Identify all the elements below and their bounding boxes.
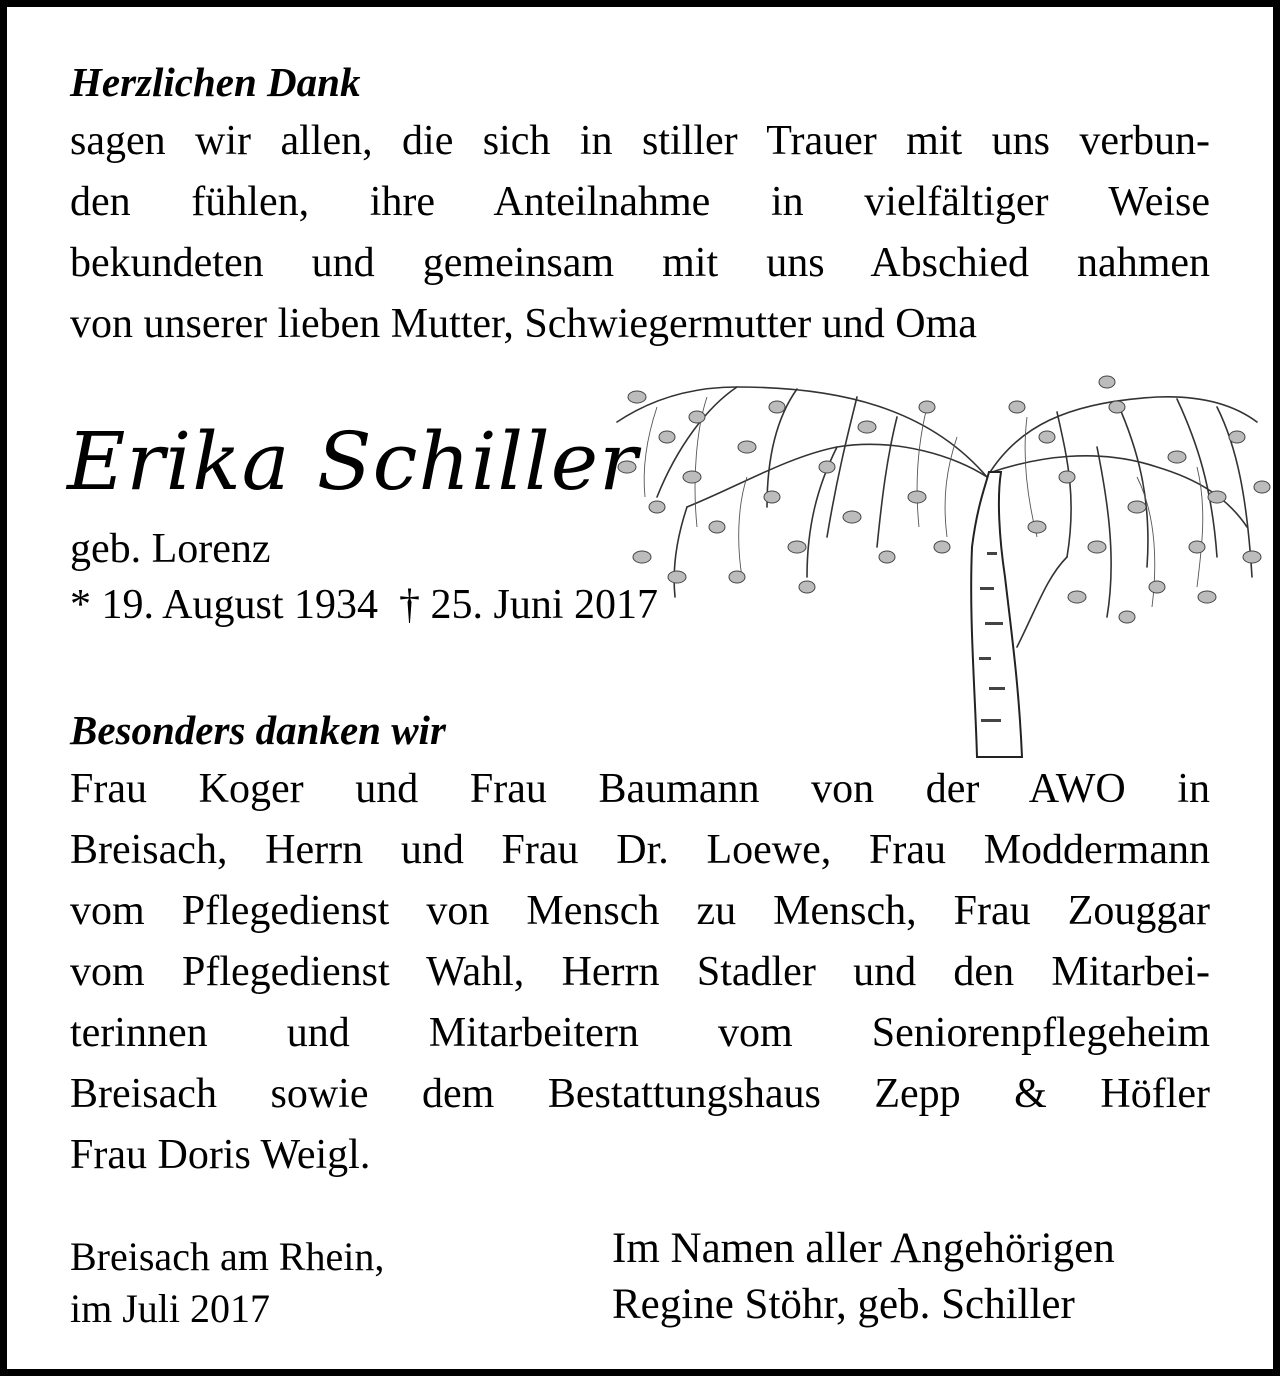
thanks-text [70, 759, 1210, 1186]
place-date [70, 1231, 384, 1335]
signature-block [612, 1221, 1115, 1333]
date-line: im Juli 2017 [70, 1286, 271, 1331]
intro-text [70, 111, 1210, 355]
intro-line: den fühlen, ihre Anteilnahme in vielfältiger Weise [70, 179, 1210, 225]
intro-line: bekundeten und gemeinsam mit uns Abschied nahmen [70, 240, 1210, 286]
thanks-line: Breisach, Herrn und Frau Dr. Loewe, Frau Moddermann [70, 827, 1210, 873]
thanks-line: Frau Koger und Frau Baumann von der AWO in [70, 766, 1210, 812]
deceased-name: Erika Schiller [67, 415, 639, 508]
thanks-line: terinnen und Mitarbeitern vom Seniorenpflegeheim [70, 1010, 1210, 1056]
deceased-details [70, 521, 1210, 633]
thanks-heading: Besonders danken wir [70, 707, 446, 753]
intro-line: von unserer lieben Mutter, Schwiegermutter und Oma [70, 301, 977, 347]
maiden-name: geb. Lorenz [70, 526, 271, 572]
intro-heading: Herzlichen Dank [70, 59, 361, 105]
place-line: Breisach am Rhein, [70, 1234, 385, 1279]
thanks-line: vom Pflegedienst von Mensch zu Mensch, Frau Zouggar [70, 888, 1210, 934]
signature-name: Regine Stöhr, geb. Schiller [612, 1281, 1075, 1328]
thanks-line: Frau Doris Weigl. [70, 1132, 371, 1178]
thanks-line: Breisach sowie dem Bestattungshaus Zepp & Höfler [70, 1071, 1210, 1117]
life-dates: * 19. August 1934 † 25. Juni 2017 [70, 582, 659, 628]
thanks-line: vom Pflegedienst Wahl, Herrn Stadler und den Mitarbei- [70, 949, 1210, 995]
signature-line: Im Namen aller Angehörigen [612, 1225, 1115, 1272]
intro-line: sagen wir allen, die sich in stiller Trauer mit uns verbun- [70, 118, 1210, 164]
